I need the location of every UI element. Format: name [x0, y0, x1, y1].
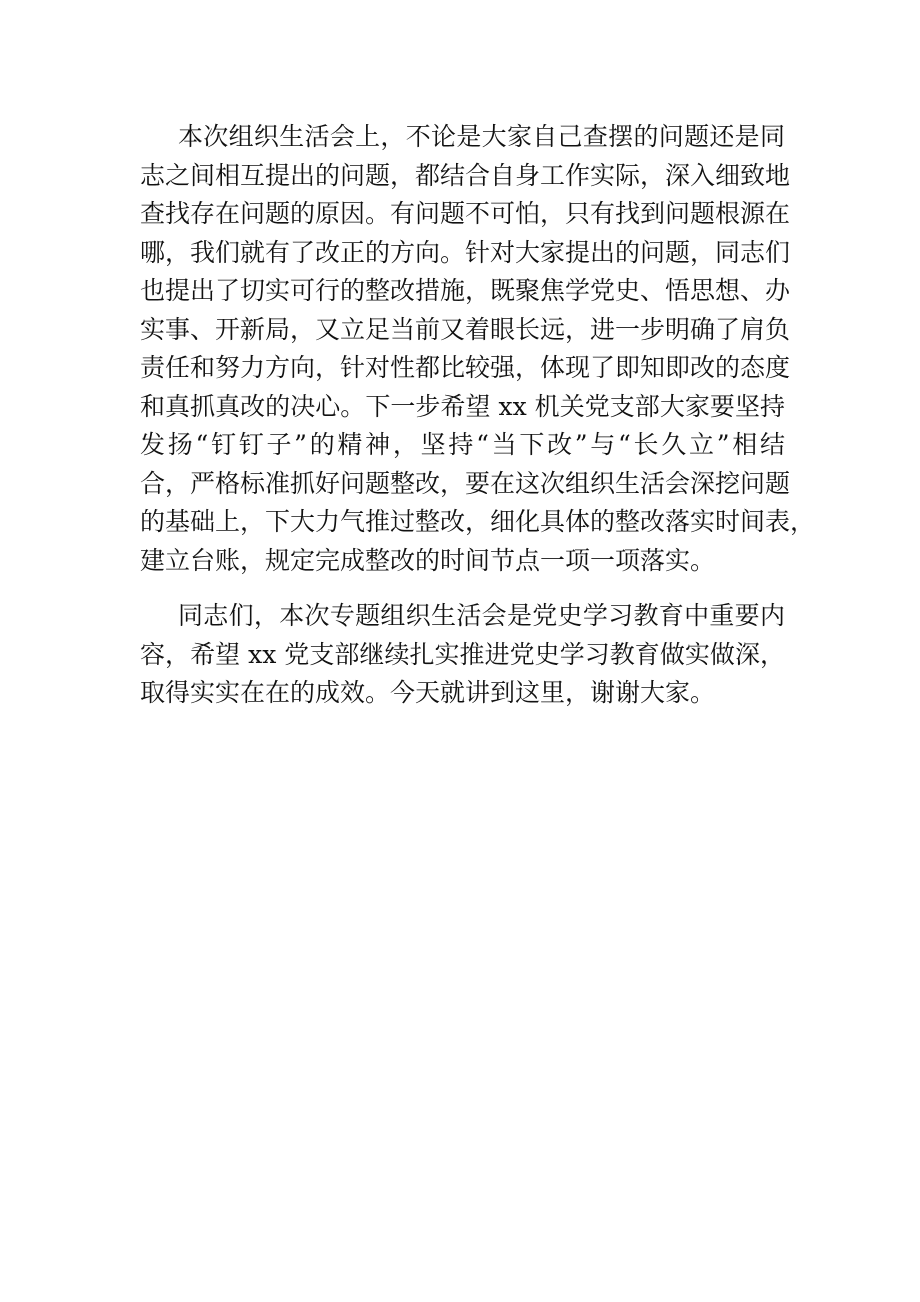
- text-line: 取得实实在在的成效。今天就讲到这里，谢谢大家。: [140, 678, 716, 707]
- text-line: 志之间相互提出的问题，都结合自身工作实际，深入细致地: [140, 160, 791, 190]
- text-line: 容，希望 xx 党支部继续扎实推进党史学习教育做实做深，: [140, 639, 785, 669]
- text-line: 责任和努力方向，针对性都比较强，体现了即知即改的态度: [140, 353, 791, 382]
- text-line: 的基础上，下大力气推过整改，细化具体的整改落实时间表，: [140, 507, 816, 536]
- text-line: 实事、开新局，又立足当前又着眼长远，进一步明确了肩负: [140, 314, 791, 344]
- text-line: 查找存在问题的原因。有问题不可怕，只有找到问题根源在: [140, 199, 791, 228]
- paragraph-2: [140, 597, 785, 713]
- text-line: 合，严格标准抓好问题整改，要在这次组织生活会深挖问题: [140, 468, 791, 498]
- text-line: 和真抓真改的决心。下一步希望 xx 机关党支部大家要坚持: [140, 391, 785, 421]
- paragraph-1: [140, 118, 816, 580]
- text-line: 同志们，本次专题组织生活会是党史学习教育中重要内: [178, 601, 785, 630]
- text-line: 建立台账，规定完成整改的时间节点一项一项落实。: [140, 545, 716, 575]
- text-line: 也提出了切实可行的整改措施，既聚焦学党史、悟思想、办: [140, 276, 791, 305]
- text-line: 哪，我们就有了改正的方向。针对大家提出的问题，同志们: [140, 237, 791, 267]
- text-line: 发扬“钉钉子”的精神，坚持“当下改”与“长久立”相结: [140, 430, 785, 459]
- text-line: 本次组织生活会上，不论是大家自己查摆的问题还是同: [178, 122, 785, 151]
- document-body: [140, 118, 816, 713]
